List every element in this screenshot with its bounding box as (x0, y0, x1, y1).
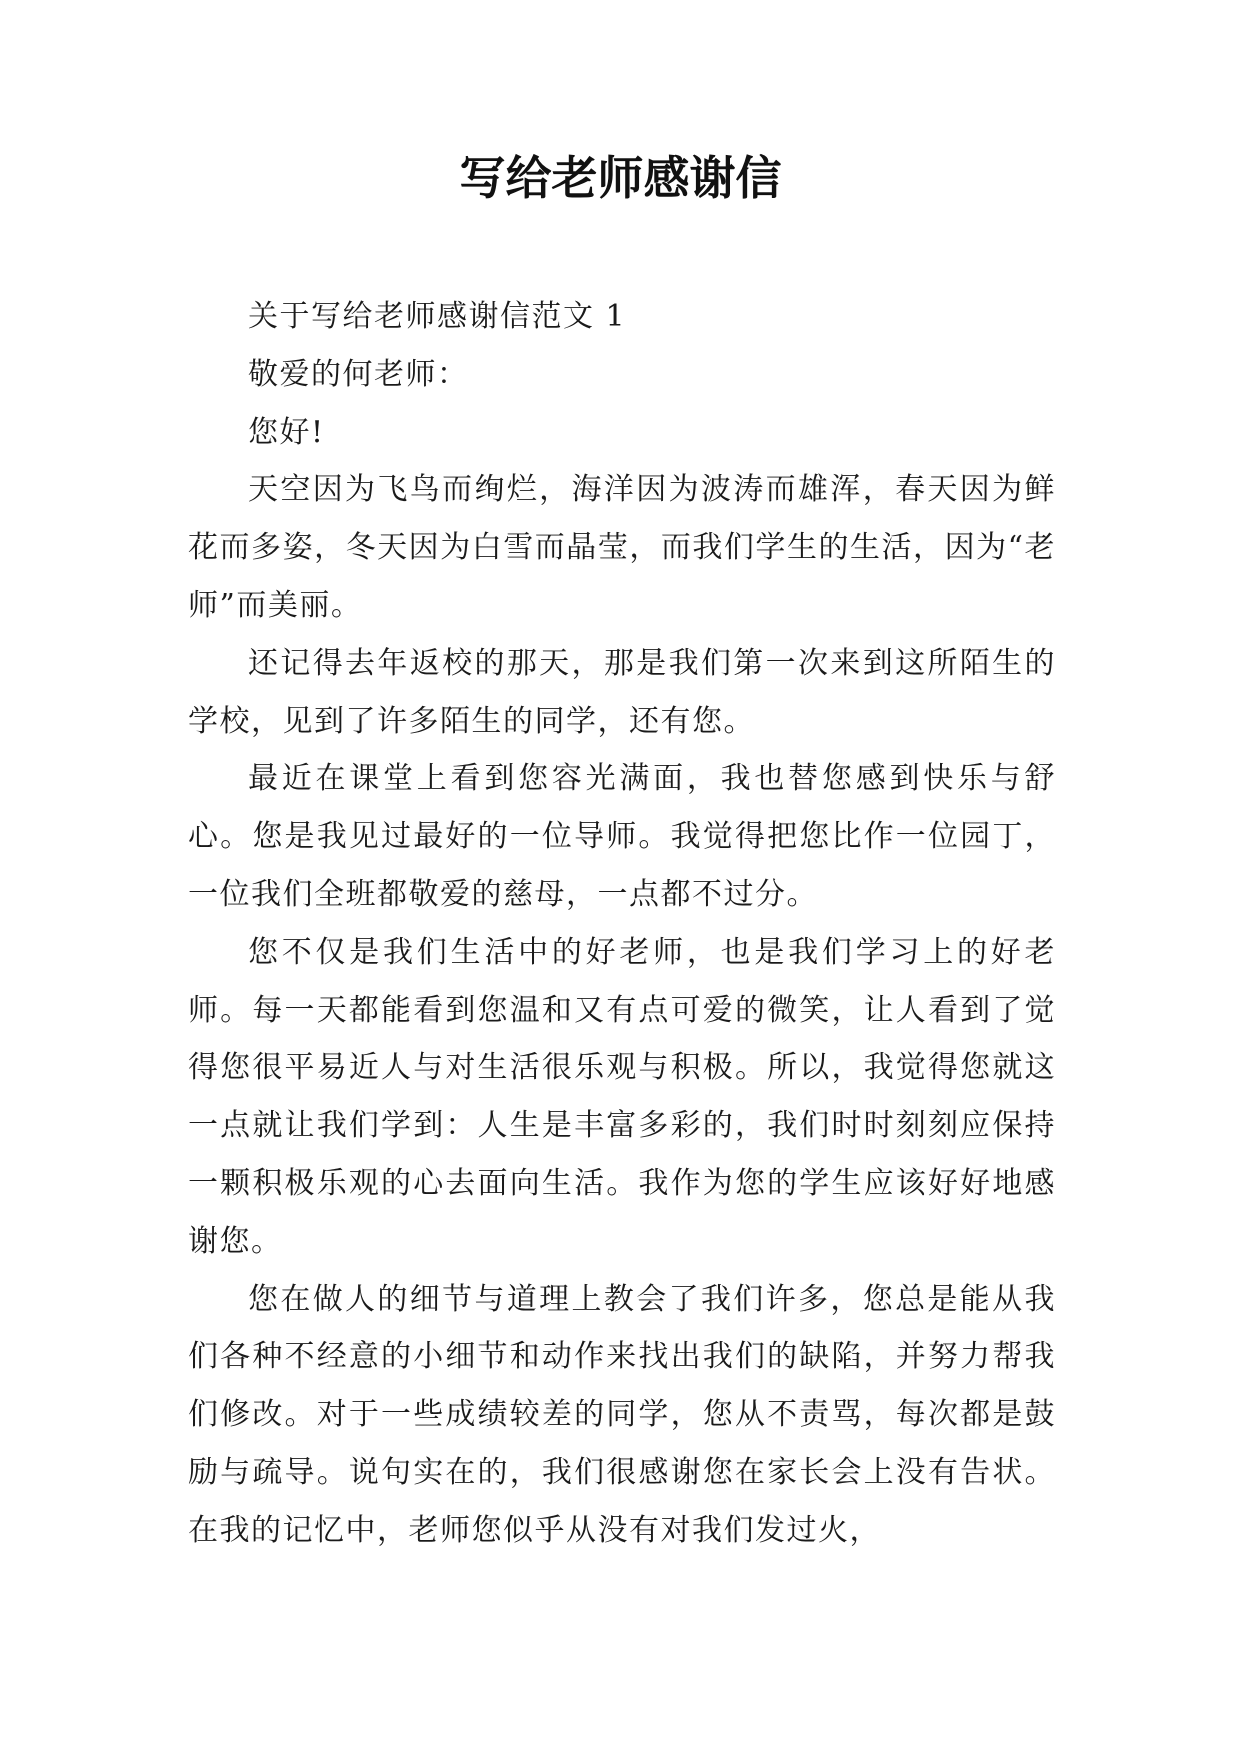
document-title: 写给老师感谢信 (459, 151, 782, 205)
paragraph-salutation: 敬爱的何老师： (248, 356, 469, 392)
paragraph-greeting: 您好! (248, 414, 325, 450)
paragraph-body: 您在做人的细节与道理上教会了我们许多，您总是能从我们各种不经意的小细节和动作来找出我们的缺陷，并努力帮我们修改。对于一些成绩较差的同学，您从不责骂，每次都是鼓励与疏导。说句实在的，我们很感谢您在家长会上没有告状。在我的记忆中，老师您似乎从没有对我们发过火， (188, 1281, 1056, 1548)
paragraph-body: 还记得去年返校的那天，那是我们第一次来到这所陌生的学校，见到了许多陌生的同学，还有您。 (188, 645, 1056, 739)
document-body (188, 288, 1056, 1560)
paragraph-body: 天空因为飞鸟而绚烂，海洋因为波涛而雄浑，春天因为鲜花而多姿，冬天因为白雪而晶莹，而我们学生的生活，因为“老师”而美丽。 (188, 472, 1056, 623)
paragraph-body: 最近在课堂上看到您容光满面，我也替您感到快乐与舒心。您是我见过最好的一位导师。我觉得把您比作一位园丁，一位我们全班都敬爱的慈母，一点都不过分。 (188, 761, 1056, 912)
paragraph-body: 您不仅是我们生活中的好老师，也是我们学习上的好老师。每一天都能看到您温和又有点可爱的微笑，让人看到了觉得您很平易近人与对生活很乐观与积极。所以，我觉得您就这一点就让我们学到：人生是丰富多彩的，我们时时刻刻应保持一颗积极乐观的心去面向生活。我作为您的学生应该好好地感谢您。 (188, 934, 1056, 1259)
paragraph-heading: 关于写给老师感谢信范文 1 (248, 299, 627, 334)
